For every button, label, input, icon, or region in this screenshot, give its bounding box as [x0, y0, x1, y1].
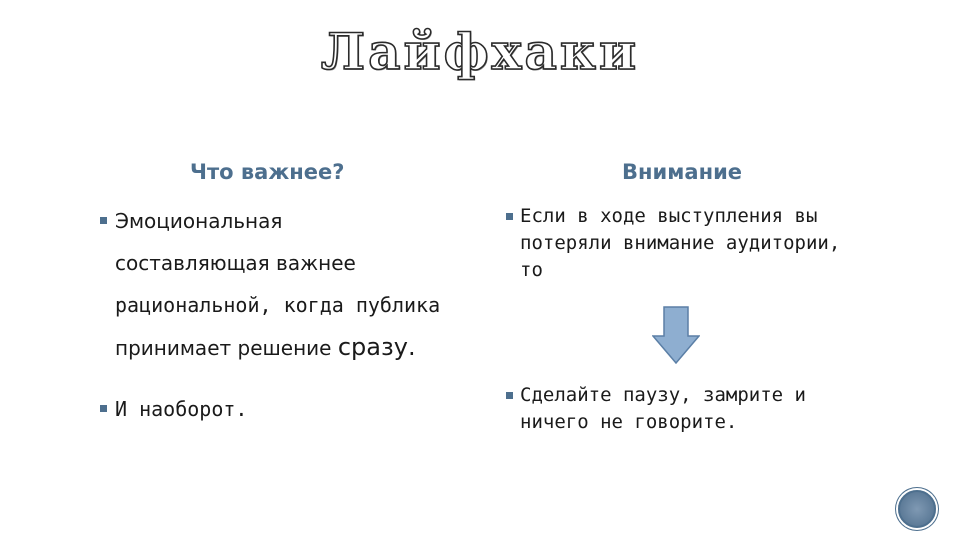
- left-bullet-1-text-4a: принимает решение: [115, 336, 338, 360]
- left-bullet-1-line-3: рациональной, когда публика: [115, 293, 441, 317]
- left-bullet-1-line-1: [100, 200, 490, 242]
- square-bullet-icon: [100, 217, 107, 224]
- left-bullet-1-line-4: [100, 326, 490, 369]
- right-column-heading: Внимание: [622, 160, 743, 184]
- right-bullet-1: [520, 203, 860, 284]
- arrow-down-icon: [652, 306, 700, 364]
- right-bullet-2: [520, 382, 840, 436]
- square-bullet-icon: [506, 213, 513, 220]
- page-number-badge: [898, 490, 936, 528]
- left-bullet-2: [100, 388, 247, 430]
- square-bullet-icon: [506, 392, 513, 399]
- left-bullet-1-line-2: составляющая важнее: [115, 251, 356, 275]
- left-bullet-1: [100, 200, 490, 369]
- left-bullet-1-text-1: Эмоциональная: [115, 209, 283, 233]
- left-bullet-1-text-4b: сразу.: [337, 333, 416, 361]
- right-bullet-1-text: Если в ходе выступления вы потеряли внимание аудитории, то: [520, 205, 841, 281]
- left-column-heading: Что важнее?: [190, 160, 345, 184]
- left-bullet-2-text: И наоборот.: [115, 397, 248, 421]
- right-bullet-2-text: Сделайте паузу, замрите и ничего не говорите.: [520, 384, 806, 433]
- slide-title: Лайфхаки: [320, 22, 640, 81]
- square-bullet-icon: [100, 405, 107, 412]
